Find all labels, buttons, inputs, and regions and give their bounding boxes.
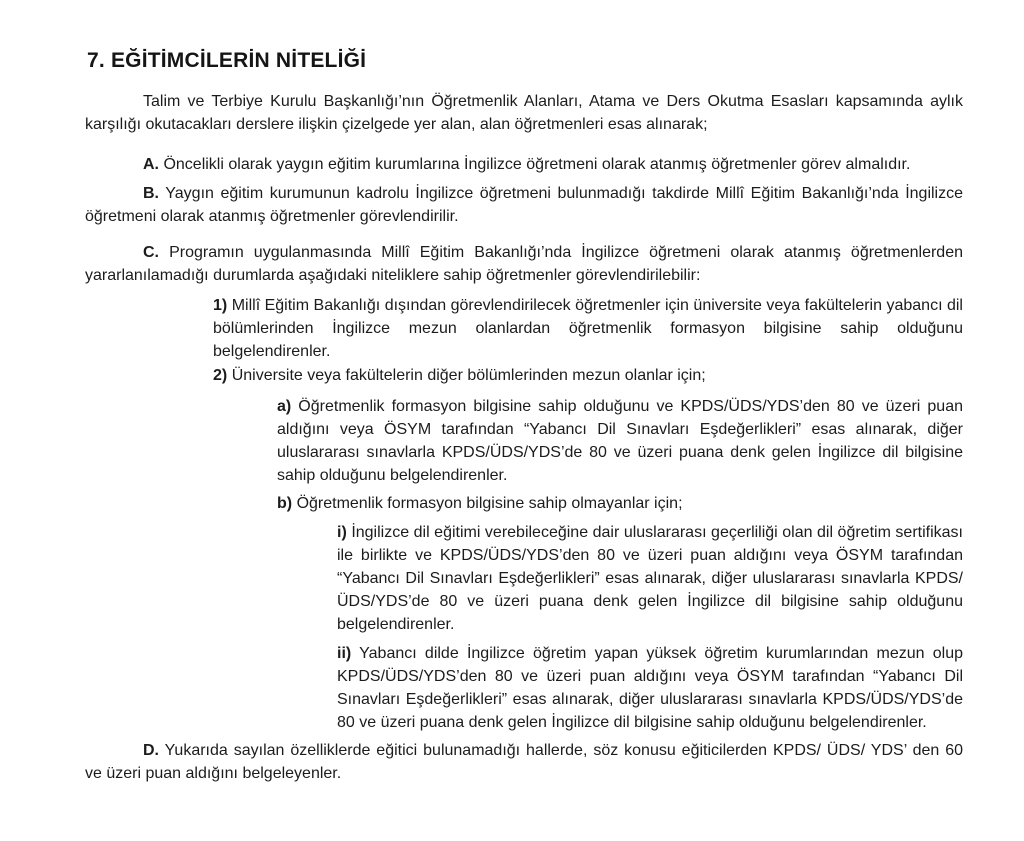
clause-c-text: Programın uygulanmasında Millî Eğitim Bakanlığı’nda İngilizce öğretmeni olarak atanmış öğretmenlerden yararlanılamadığı durumlarda aşağıdaki niteliklere sahip öğretmenler görevlendirilebilir:: [85, 244, 964, 284]
item-2b-ii-text: Yabancı dilde İngilizce öğretim yapan yüksek öğretim kurumlarından mezun olup KPDS/ÜDS/YDS’den 80 ve üzeri puan aldığını veya ÖSYM tarafından “Yabancı Dil Sınavları Eşdeğerlikleri” esas alınarak, diğer uluslararası sınavlarla KPDS/ÜDS/YDS’de 80 ve üzeri puana denk gelen İngilizce dil bilgisine sahip olduğunu belgelendirenler.: [337, 645, 964, 731]
clause-a-text: Öncelikli olarak yaygın eğitim kurumlarına İngilizce öğretmeni olarak atanmış öğretmenler görev almalıdır.: [163, 156, 911, 173]
item-2b-ii: [337, 642, 963, 734]
item-2a-text: Öğretmenlik formasyon bilgisine sahip olduğunu ve KPDS/ÜDS/YDS’den 80 ve üzeri puan aldığını veya ÖSYM tarafından “Yabancı Dil Sınavları Eşdeğerlikleri” esas alınarak, diğer uluslararası sınavlarla KPDS/ÜDS/YDS’de 80 ve üzeri puana denk gelen İngilizce dil bilgisine sahip olduğunu belgelendirenler.: [277, 398, 963, 484]
section-title: 7. EĞİTİMCİLERİN NİTELİĞİ: [87, 49, 367, 72]
clause-d-text: Yukarıda sayılan özelliklerde eğitici bulunamadığı hallerde, söz konusu eğiticilerden KPDS/ ÜDS/ YDS’ den 60 ve üzeri puan aldığını belgeleyenler.: [85, 742, 963, 782]
clause-c: [85, 241, 963, 287]
item-1-text: Millî Eğitim Bakanlığı dışından görevlendirilecek öğretmenler için üniversite veya fakültelerin yabancı dil bölümlerinden İngilizce mezun olanlardan öğretmenlik formasyon bilgisine sahip olduğunu belgelendirenler.: [213, 297, 963, 360]
item-1: [213, 294, 963, 363]
item-2: [213, 364, 963, 387]
clause-b-text: Yaygın eğitim kurumunun kadrolu İngilizce öğretmeni bulunmadığı takdirde Millî Eğitim Bakanlığı’nda İngilizce öğretmeni olarak atanmış öğretmenler görevlendirilir.: [85, 185, 964, 225]
item-2b-text: Öğretmenlik formasyon bilgisine sahip olmayanlar için;: [296, 495, 683, 512]
item-2b-i-label: i): [337, 524, 347, 541]
clause-d-label: D.: [143, 742, 159, 759]
clause-d: [85, 739, 963, 785]
item-2b-ii-label: ii): [337, 645, 352, 662]
item-1-label: 1): [213, 297, 228, 314]
clause-a: [85, 153, 963, 176]
item-2b-i: [337, 521, 963, 636]
item-2a: [277, 395, 963, 487]
item-2-text: Üniversite veya fakültelerin diğer bölümlerinden mezun olanlar için;: [231, 367, 706, 384]
clause-b-label: B.: [143, 185, 159, 202]
item-2-label: 2): [213, 367, 228, 384]
item-2b-i-text: İngilizce dil eğitimi verebileceğine dair uluslararası geçerliliği olan dil öğretim sertifikası ile birlikte ve KPDS/ÜDS/YDS’den 80 ve üzeri puan aldığını veya ÖSYM tarafından “Yabancı Dil Sınavları Eşdeğerlikleri” esas alınarak, diğer uluslararası sınavlarla KPDS/ÜDS/YDS’de 80 ve üzeri puana denk gelen İngilizce dil bilgisine sahip olduğunu belgelendirenler.: [337, 524, 964, 633]
intro-paragraph: Talim ve Terbiye Kurulu Başkanlığı’nın Öğretmenlik Alanları, Atama ve Ders Okutma Esasları kapsamında aylık karşılığı okutacakları derslere ilişkin çizelgede yer alan, alan öğretmenleri esas alınarak;: [85, 93, 963, 133]
item-2a-label: a): [277, 398, 292, 415]
item-2b-label: b): [277, 495, 293, 512]
item-2b: [277, 492, 963, 515]
clause-b: [85, 182, 963, 228]
clause-a-label: A.: [143, 156, 159, 173]
clause-c-label: C.: [143, 244, 159, 261]
